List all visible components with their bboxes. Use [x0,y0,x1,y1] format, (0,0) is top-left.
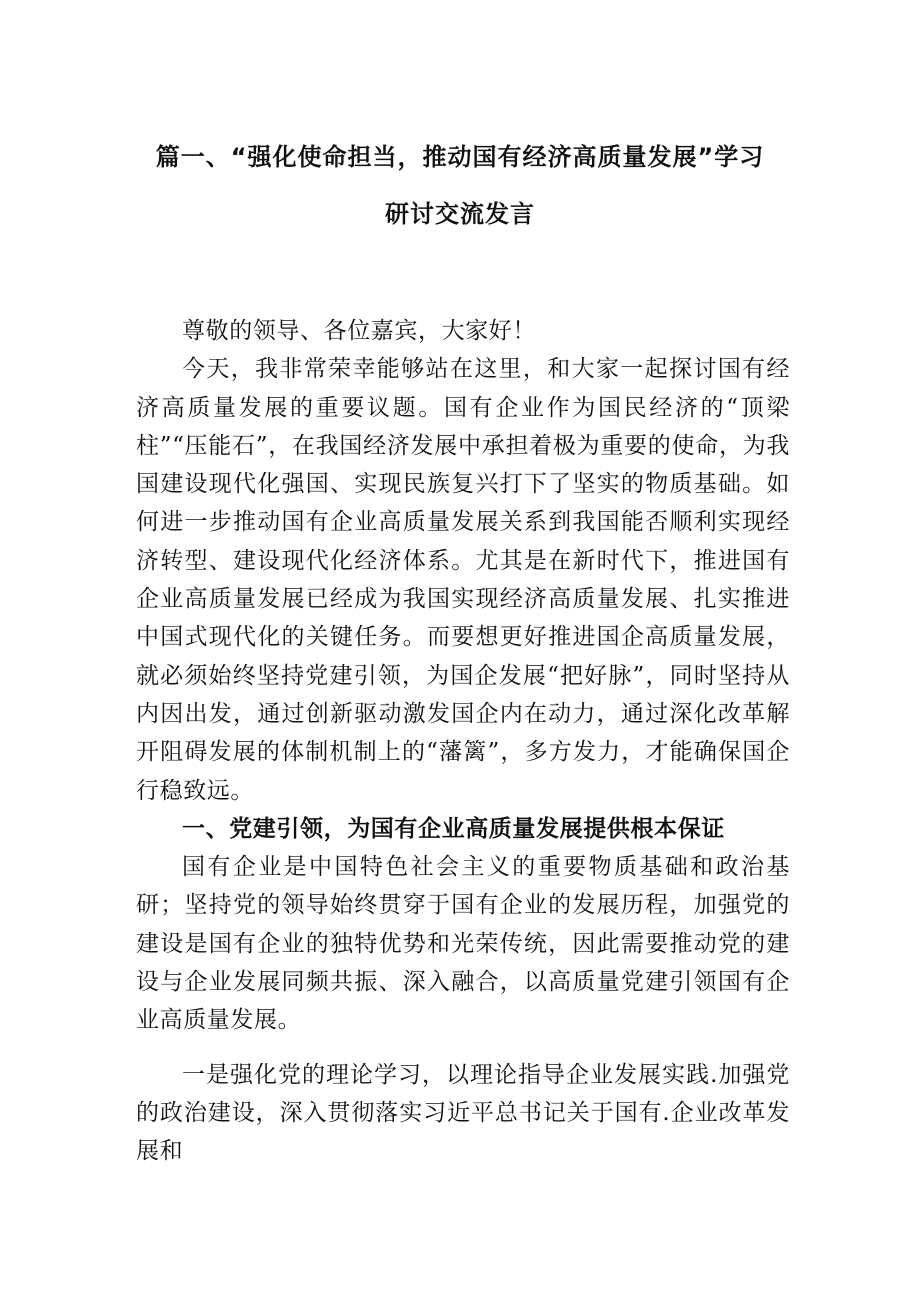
section-1-paragraph: 国有企业是中国特色社会主义的重要物质基础和政治基研；坚持党的领导始终贯穿于国有企业的发展历程，加强党的建设是国有企业的独特优势和光荣传统，因此需要推动党的建设与企业发展同频共振、深入融合，以高质量党建引领国有企业高质量发展。 [136,854,790,1034]
section-1-point-1-paragraph: 一是强化党的理论学习，以理论指导企业发展实践.加强党的政治建设，深入贯彻落实习近平总书记关于国有.企业改革发展和 [136,1061,790,1165]
document-title-line-1: 篇一、“强化使命担当，推动国有经济高质量发展”学习 [155,143,765,171]
document-body [136,312,790,1171]
paragraph-spacer [136,1040,790,1056]
document-title-line-2: 研讨交流发言 [385,200,535,228]
greeting-paragraph: 尊敬的领导、各位嘉宾，大家好！ [182,318,536,344]
intro-paragraph: 今天，我非常荣幸能够站在这里，和大家一起探讨国有经济高质量发展的重要议题。国有企业作为国民经济的“顶梁柱”“压能石”，在我国经济发展中承担着极为重要的使命，为我国建设现代化强国、实现民族复兴打下了坚实的物质基础。如何进一步推动国有企业高质量发展关系到我国能否顺利实现经济转型、建设现代化经济体系。尤其是在新时代下，推进国有企业高质量发展已经成为我国实现经济高质量发展、扎实推进中国式现代化的关键任务。而要想更好推进国企高质量发展，就必须始终坚持党建引领，为国企发展“把好脉”，同时坚持从内因出发，通过创新驱动激发国企内在动力，通过深化改革解开阻碍发展的体制机制上的“藩篱”，多方发力，才能确保国企行稳致远。 [136,356,790,804]
section-heading-1: 一、党建引领，为国有企业高质量发展提供根本保证 [182,815,725,842]
